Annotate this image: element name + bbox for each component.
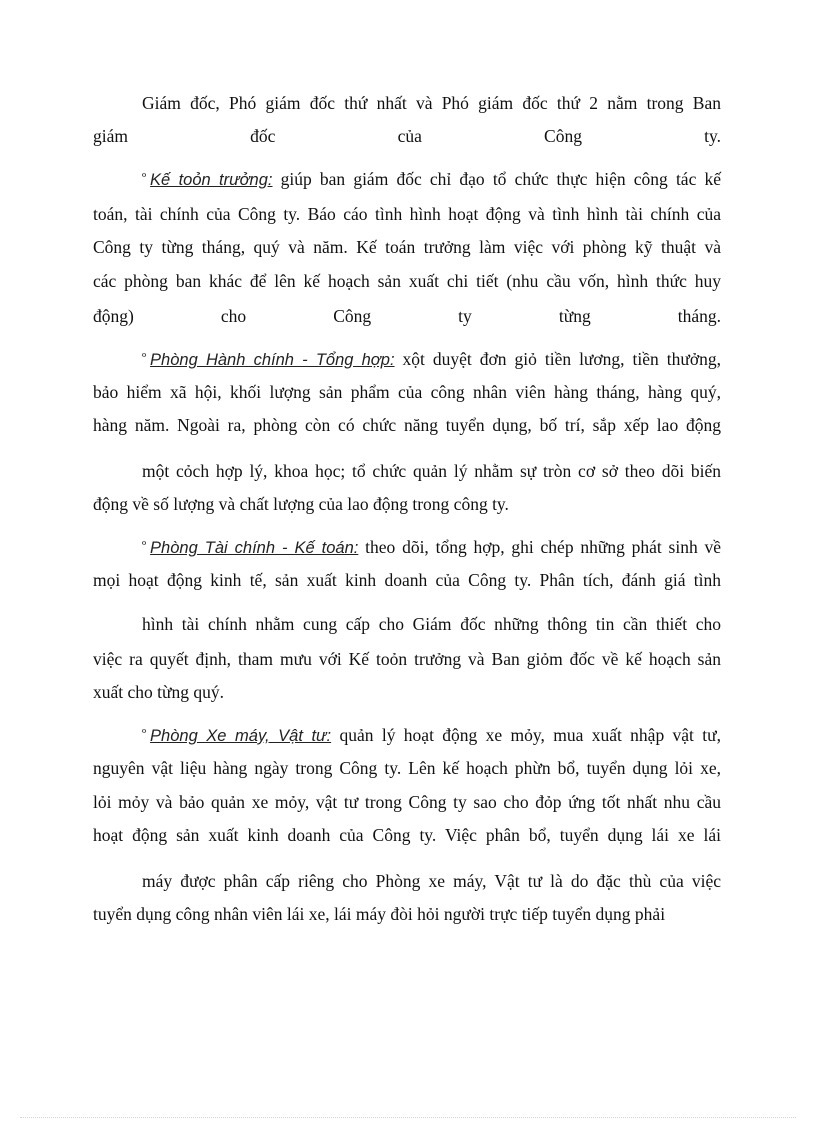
text-line: động) cho Công ty từng tháng. <box>93 306 721 326</box>
text-line: mọi hoạt động kinh tế, sản xuất kinh doanh của Công ty. Phân tích, đánh giá tình <box>93 570 721 590</box>
text-line <box>142 724 721 748</box>
text-run: theo dõi, tổng hợp, ghi chép những phát sinh về <box>358 537 722 557</box>
text-line: hình tài chính nhằm cung cấp cho Giám đốc những thông tin cần thiết cho <box>142 614 721 634</box>
bullet-mark: º <box>142 350 147 365</box>
text-line: hoạt động sản xuất kinh doanh của Công ty. Việc phân bổ, tuyển dụng lái xe lái <box>93 825 721 845</box>
text-line <box>142 348 721 372</box>
text-line: hàng năm. Ngoài ra, phòng còn có chức năng tuyển dụng, bố trí, sắp xếp lao động <box>93 415 721 435</box>
text-line: việc ra quyết định, tham mưu với Kế toỏn trưởng và Ban giỏm đốc về kế hoạch sản <box>93 649 721 669</box>
text-run: xột duyệt đơn giỏ tiền lương, tiền thưởng, <box>394 349 721 369</box>
section-label: Phòng Xe máy, Vật tư: <box>150 727 332 745</box>
text-line: Công ty từng tháng, quý và năm. Kế toán trưởng làm việc với phòng kỹ thuật và <box>93 237 721 257</box>
text-line: động về số lượng và chất lượng của lao động trong công ty. <box>93 494 509 514</box>
text-line: toán, tài chính của Công ty. Báo cáo tình hình hoạt động và tình hình tài chính của <box>93 204 721 224</box>
page-bottom-divider <box>20 1117 796 1118</box>
text-line: lỏi mỏy và bảo quản xe mỏy, vật tư trong Công ty sao cho đỏp ứng tốt nhất nhu cầu <box>93 792 721 812</box>
bullet-mark: º <box>142 538 147 553</box>
bullet-mark: º <box>142 170 147 185</box>
section-label: Phòng Hành chính - Tổng hợp: <box>150 351 395 369</box>
text-line: tuyển dụng công nhân viên lái xe, lái máy đòi hỏi người trực tiếp tuyển dụng phải <box>93 904 666 924</box>
bullet-mark: º <box>142 726 147 741</box>
text-line <box>142 536 721 560</box>
text-line: nguyên vật liệu hàng ngày trong Công ty. Lên kế hoạch phừn bổ, tuyển dụng lỏi xe, <box>93 758 721 778</box>
section-label: Kế toỏn trưởng: <box>150 171 273 189</box>
text-run: giúp ban giám đốc chỉ đạo tổ chức thực hiện công tác kế <box>272 169 722 189</box>
text-line: Giám đốc, Phó giám đốc thứ nhất và Phó giám đốc thứ 2 nằm trong Ban <box>142 93 721 113</box>
text-line: một cỏch hợp lý, khoa học; tổ chức quản lý nhằm sự tròn cơ sở theo dõi biến <box>142 461 721 481</box>
text-line: máy được phân cấp riêng cho Phòng xe máy, Vật tư là do đặc thù của việc <box>142 871 721 891</box>
text-line: giám đốc của Công ty. <box>93 126 721 146</box>
text-line: các phòng ban khác để lên kế hoạch sản xuất chi tiết (nhu cầu vốn, hình thức huy <box>93 271 721 291</box>
text-line <box>142 168 721 192</box>
text-line: bảo hiểm xã hội, khối lượng sản phẩm của công nhân viên hàng tháng, hàng quý, <box>93 382 721 402</box>
section-label: Phòng Tài chính - Kế toán: <box>150 539 359 557</box>
text-run: quản lý hoạt động xe mỏy, mua xuất nhập vật tư, <box>331 725 721 745</box>
text-line: xuất cho từng quý. <box>93 682 224 702</box>
